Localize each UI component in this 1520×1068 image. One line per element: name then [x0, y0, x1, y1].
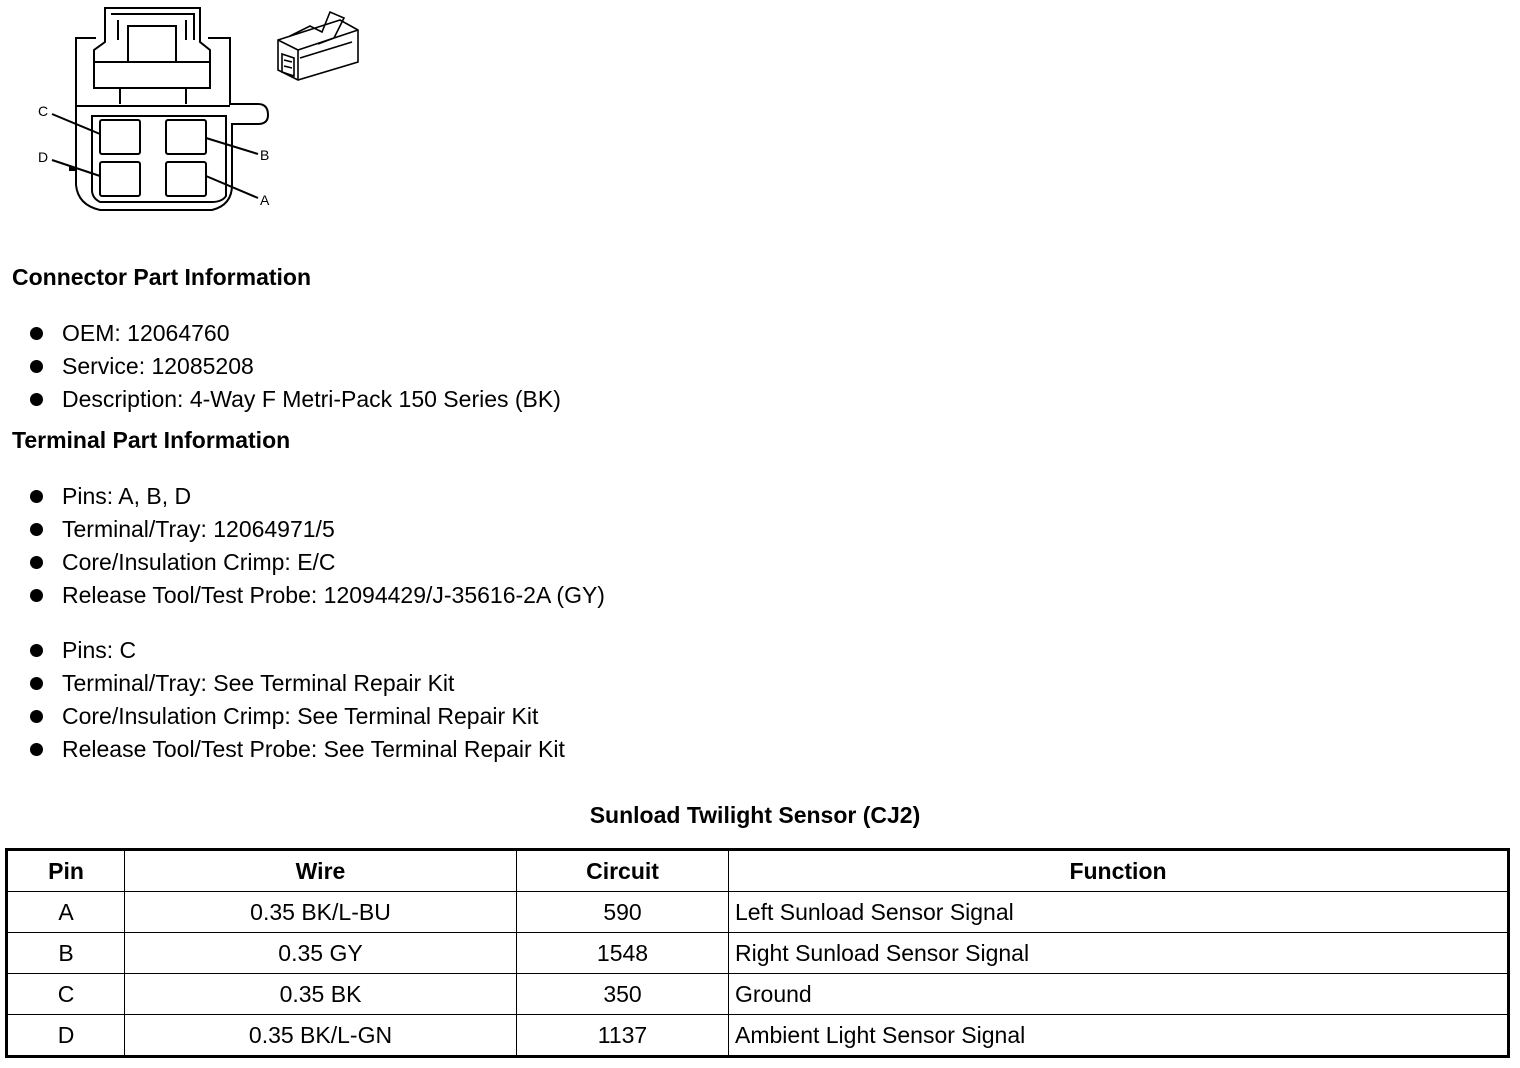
- cell-wire: 0.35 BK/L-BU: [125, 892, 517, 933]
- list-item: Core/Insulation Crimp: E/C: [30, 546, 605, 579]
- table-row: [7, 974, 1509, 1015]
- bullet-icon: [30, 677, 43, 690]
- list-item: Pins: C: [30, 634, 565, 667]
- connector-diagram: [30, 0, 370, 220]
- table-row: [7, 1015, 1509, 1057]
- list-item: Service: 12085208: [30, 350, 561, 383]
- terminal-info-list-2: [30, 634, 565, 766]
- bullet-icon: [30, 589, 43, 602]
- cell-wire: 0.35 BK: [125, 974, 517, 1015]
- table-row: [7, 933, 1509, 974]
- list-item: Terminal/Tray: 12064971/5: [30, 513, 605, 546]
- cell-pin: D: [7, 1015, 125, 1057]
- table-row: [7, 892, 1509, 933]
- header-circuit: Circuit: [517, 850, 729, 892]
- pin-label-a: A: [260, 192, 270, 208]
- list-item: OEM: 12064760: [30, 317, 561, 350]
- cell-function: Ambient Light Sensor Signal: [729, 1015, 1509, 1057]
- bullet-icon: [30, 556, 43, 569]
- connector-thumbnail-icon: [278, 12, 358, 80]
- header-pin: Pin: [7, 850, 125, 892]
- bullet-icon: [30, 523, 43, 536]
- pin-label-c: C: [38, 103, 49, 119]
- pinout-table: [5, 848, 1510, 1058]
- cell-circuit: 1548: [517, 933, 729, 974]
- terminal-info-list-1: [30, 480, 605, 612]
- table-title: Sunload Twilight Sensor (CJ2): [589, 802, 921, 828]
- list-item: Core/Insulation Crimp: See Terminal Repair Kit: [30, 700, 565, 733]
- list-item: Release Tool/Test Probe: See Terminal Repair Kit: [30, 733, 565, 766]
- list-item: Pins: A, B, D: [30, 480, 605, 513]
- cell-circuit: 1137: [517, 1015, 729, 1057]
- cell-circuit: 590: [517, 892, 729, 933]
- cell-function: Ground: [729, 974, 1509, 1015]
- terminal-section-title: Terminal Part Information: [12, 427, 291, 453]
- header-function: Function: [729, 850, 1509, 892]
- table-header-row: [7, 850, 1509, 892]
- bullet-icon: [30, 710, 43, 723]
- cell-pin: B: [7, 933, 125, 974]
- bullet-icon: [30, 360, 43, 373]
- pin-label-b: B: [260, 147, 270, 163]
- connector-info-list: [30, 317, 561, 416]
- list-item: Description: 4-Way F Metri-Pack 150 Series (BK): [30, 383, 561, 416]
- list-item: Release Tool/Test Probe: 12094429/J-35616-2A (GY): [30, 579, 605, 612]
- bullet-icon: [30, 644, 43, 657]
- cell-circuit: 350: [517, 974, 729, 1015]
- connector-section-title: Connector Part Information: [12, 264, 312, 290]
- cell-wire: 0.35 BK/L-GN: [125, 1015, 517, 1057]
- cell-function: Left Sunload Sensor Signal: [729, 892, 1509, 933]
- list-item: Terminal/Tray: See Terminal Repair Kit: [30, 667, 565, 700]
- bullet-icon: [30, 327, 43, 340]
- cell-wire: 0.35 GY: [125, 933, 517, 974]
- bullet-icon: [30, 490, 43, 503]
- pin-label-d: D: [38, 149, 49, 165]
- bullet-icon: [30, 743, 43, 756]
- cell-function: Right Sunload Sensor Signal: [729, 933, 1509, 974]
- header-wire: Wire: [125, 850, 517, 892]
- bullet-icon: [30, 393, 43, 406]
- cell-pin: C: [7, 974, 125, 1015]
- cell-pin: A: [7, 892, 125, 933]
